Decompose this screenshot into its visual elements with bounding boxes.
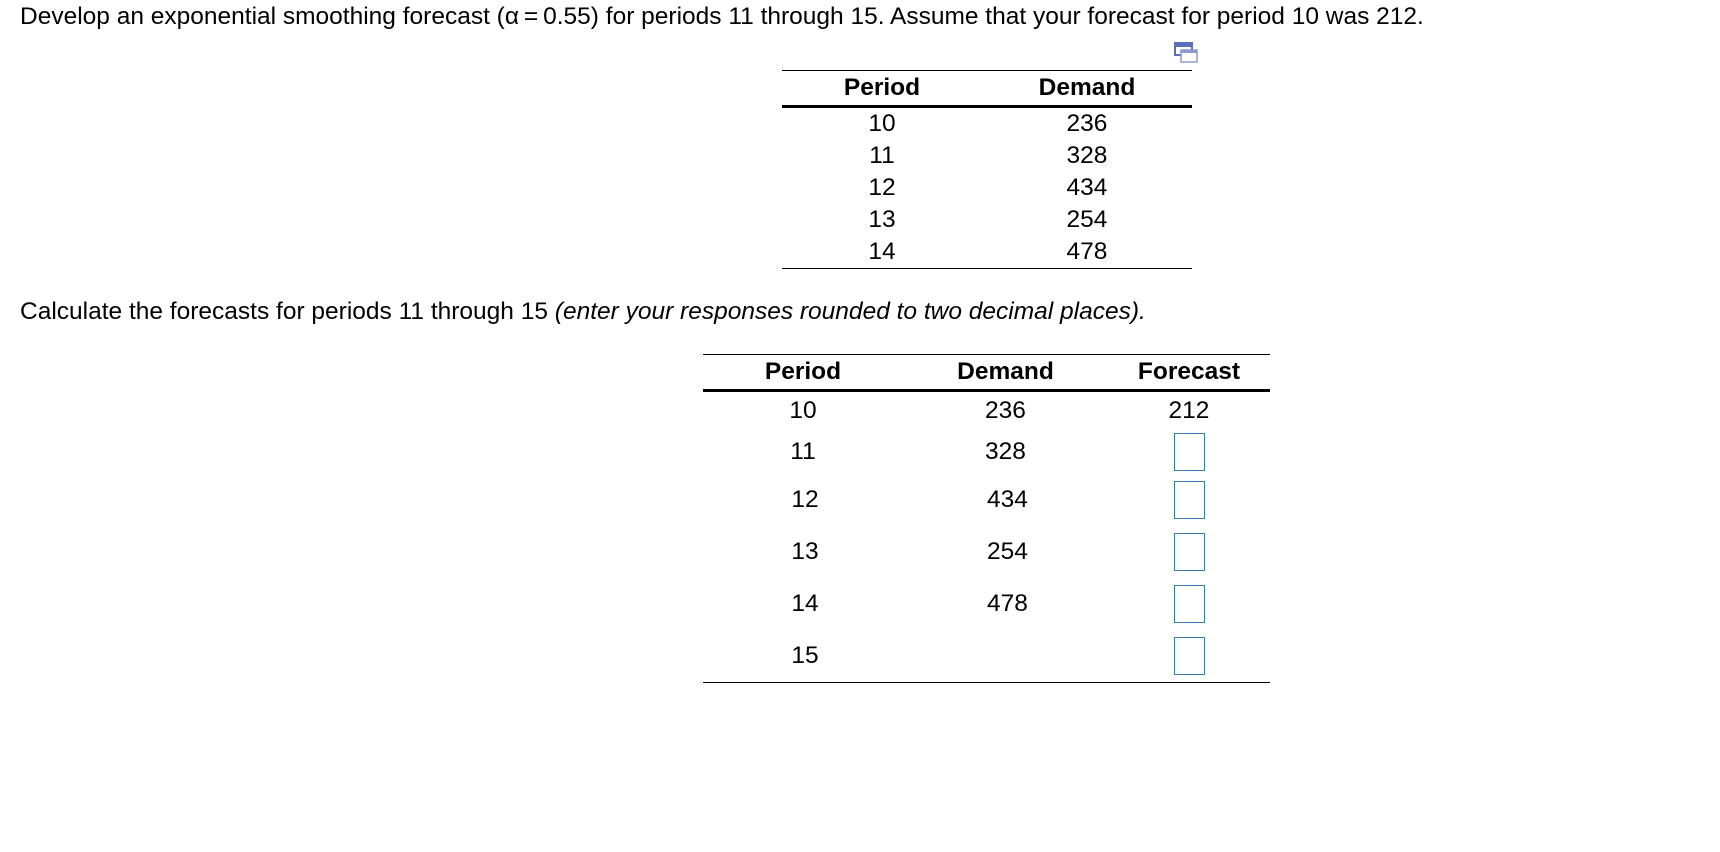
table-row [703, 430, 1270, 474]
period-cell: 14 [791, 590, 819, 617]
demand-cell: 236 [1066, 110, 1108, 137]
forecast-cell: 212 [1168, 397, 1210, 424]
period-cell: 11 [869, 142, 895, 169]
column-header-demand: Demand [903, 355, 1108, 391]
period-cell: 10 [789, 397, 817, 424]
copy-icon[interactable] [1174, 42, 1198, 64]
period-cell: 12 [868, 174, 896, 201]
demand-cell [903, 630, 1108, 683]
table-row [782, 204, 1192, 236]
column-header-period: Period [703, 355, 903, 391]
column-header-period: Period [782, 71, 982, 107]
demand-cell: 434 [987, 486, 1028, 513]
table-row [703, 526, 1270, 578]
demand-cell: 328 [1066, 142, 1108, 169]
forecast-cell [1108, 630, 1270, 683]
demand-cell: 434 [1066, 174, 1108, 201]
forecast-input-period-12[interactable] [1174, 481, 1205, 519]
column-header-forecast: Forecast [1108, 355, 1270, 391]
instruction-main: Calculate the forecasts for periods 11 through 15 [20, 298, 555, 325]
forecast-cell [1108, 526, 1270, 578]
instruction-italic: (enter your responses rounded to two decimal places). [554, 298, 1146, 325]
table-row [703, 474, 1270, 526]
forecast-answer-table [703, 354, 1270, 683]
table-row [782, 107, 1192, 141]
demand-cell: 478 [987, 590, 1028, 617]
table-header-row [782, 71, 1192, 107]
column-header-demand: Demand [982, 71, 1192, 107]
table-row [703, 391, 1270, 431]
forecast-cell [1108, 474, 1270, 526]
forecast-input-period-11[interactable] [1174, 433, 1205, 471]
forecast-input-period-14[interactable] [1174, 585, 1205, 623]
demand-cell: 328 [985, 438, 1026, 465]
table-row [782, 172, 1192, 204]
demand-cell: 254 [1066, 206, 1108, 233]
demand-cell: 236 [985, 397, 1026, 424]
forecast-cell [1108, 578, 1270, 630]
table-row [703, 578, 1270, 630]
period-cell: 14 [782, 236, 982, 269]
table-header-row [703, 355, 1270, 391]
problem-statement: Develop an exponential smoothing forecast (α = 0.55) for periods 11 through 15. Assume that your forecast for period 10 was 212. [20, 3, 1424, 30]
demand-cell: 254 [987, 538, 1028, 565]
demand-cell: 478 [982, 236, 1192, 269]
forecast-cell [1108, 430, 1270, 474]
table-row [782, 236, 1192, 269]
demand-data-table [782, 70, 1192, 269]
period-cell: 10 [868, 110, 896, 137]
period-cell: 13 [868, 206, 896, 233]
period-cell: 12 [791, 486, 819, 513]
forecast-input-period-15[interactable] [1174, 637, 1205, 675]
period-cell: 15 [703, 630, 903, 683]
table-row [782, 140, 1192, 172]
table-row [703, 630, 1270, 683]
instruction-text [20, 297, 1146, 327]
forecast-input-period-13[interactable] [1174, 533, 1205, 571]
period-cell: 13 [791, 538, 819, 565]
period-cell: 11 [790, 438, 816, 465]
